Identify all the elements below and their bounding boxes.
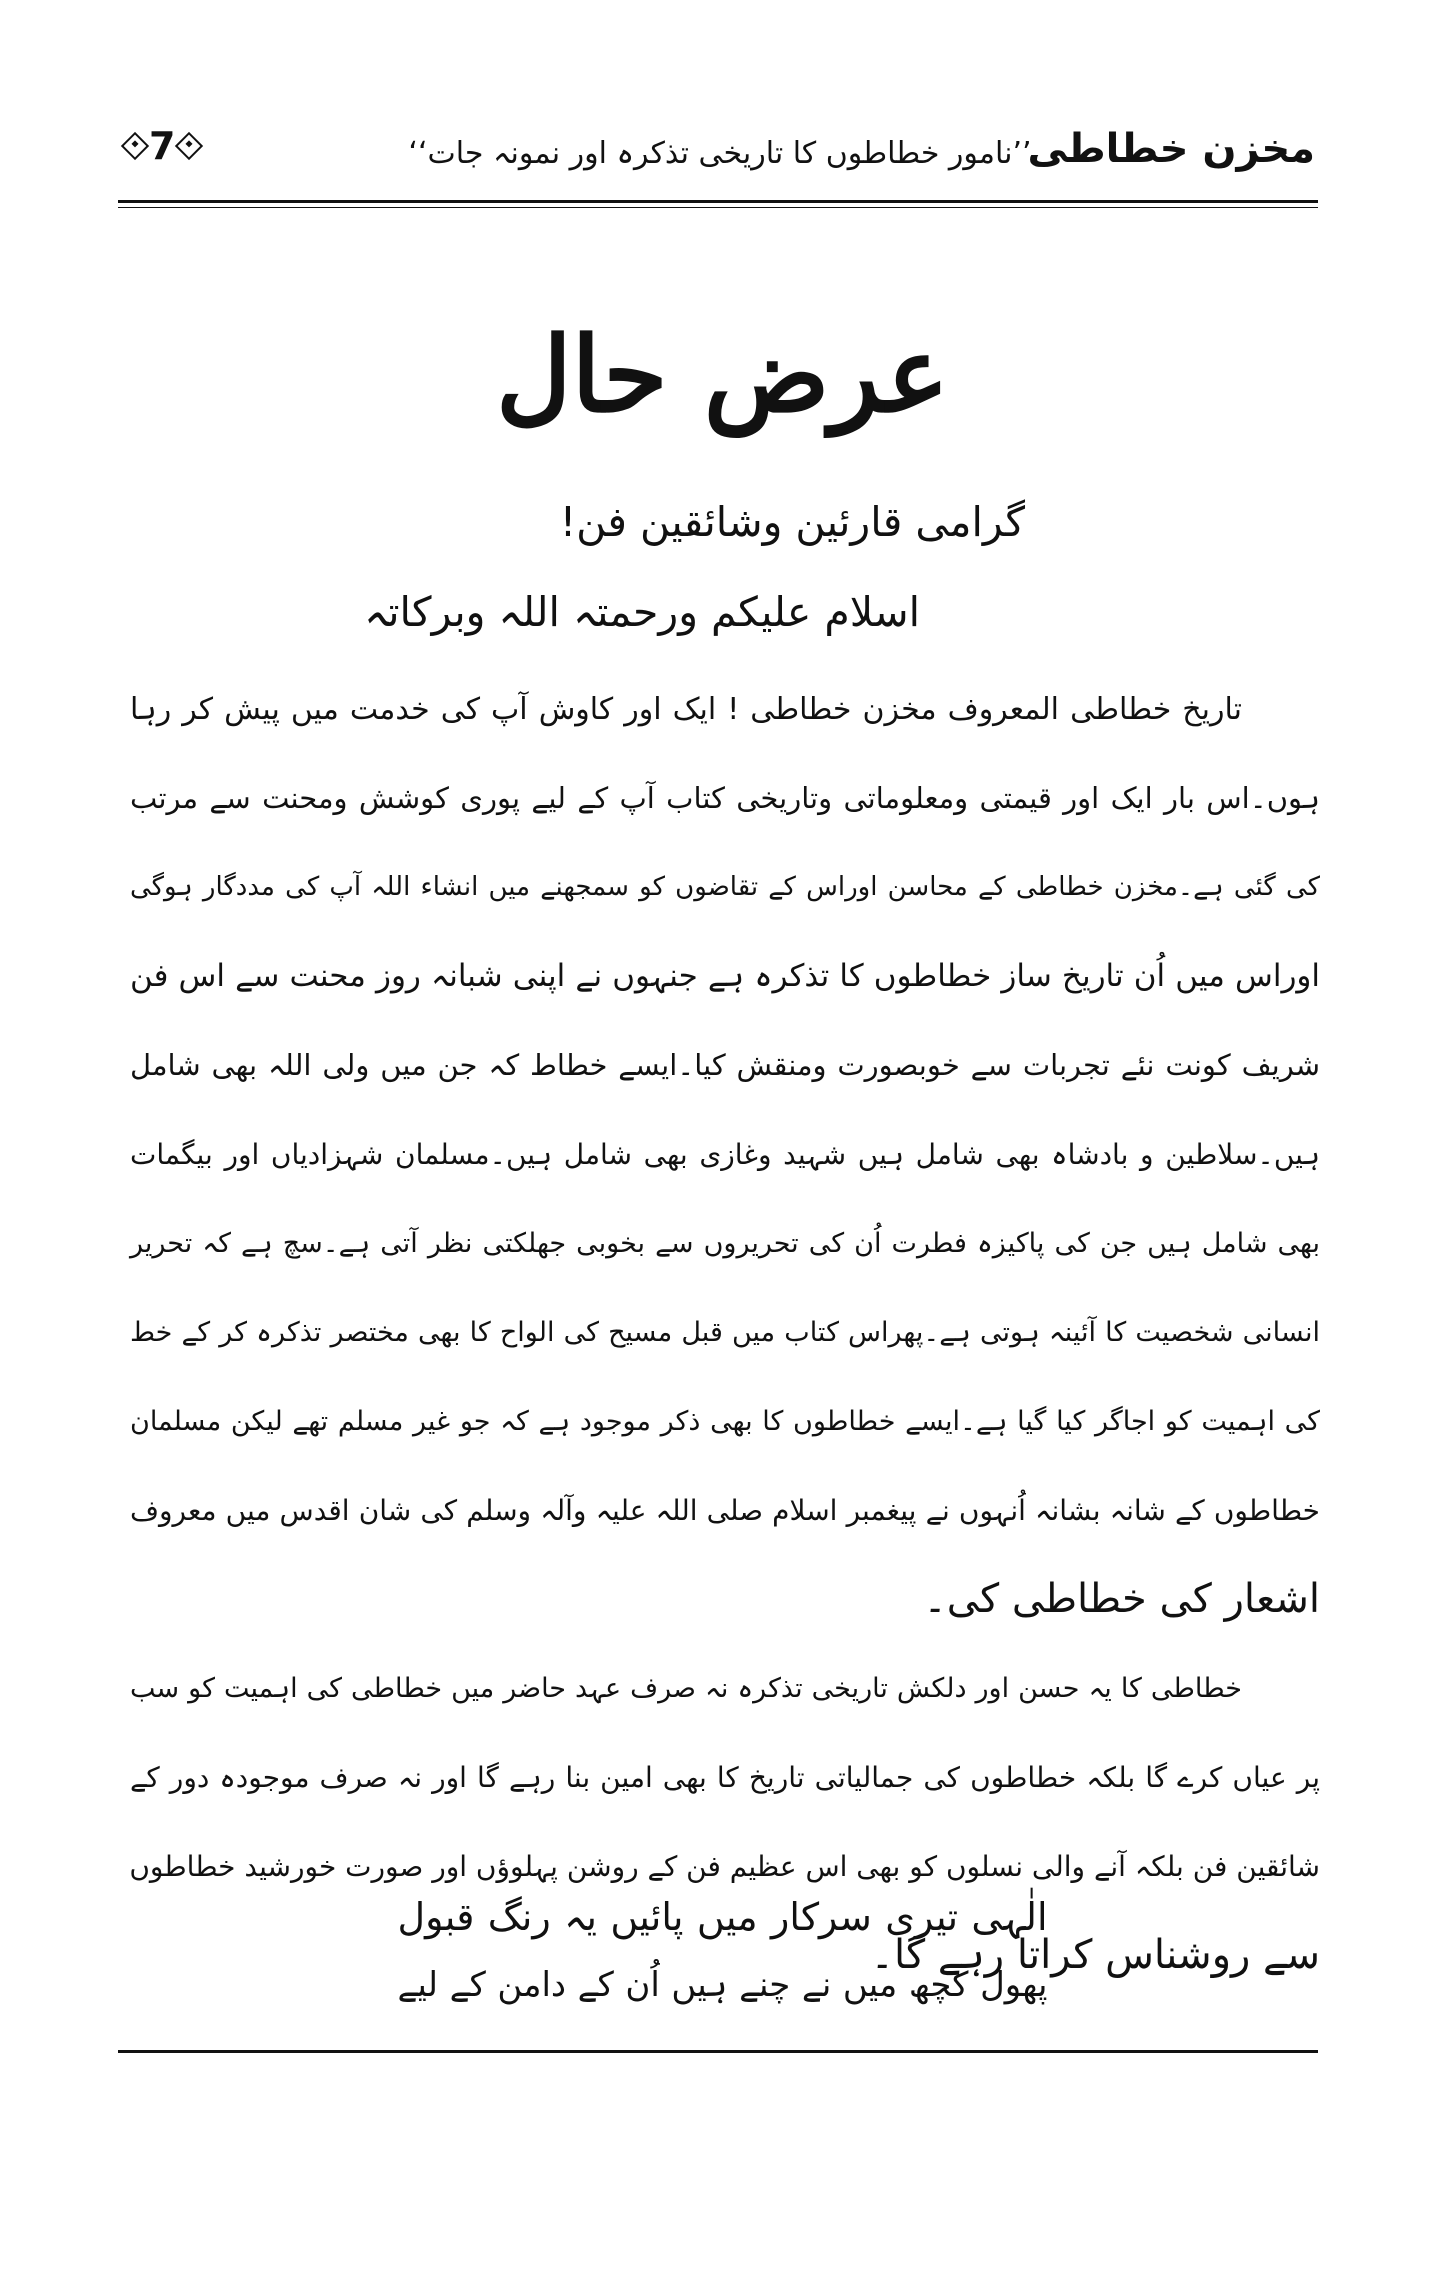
paragraph-1 [130,665,1320,1644]
ornament-left-icon [121,132,149,160]
page-number-group [125,124,199,168]
text-line: اشعار کی خطاطی کی۔ [923,1576,1320,1622]
text-line: خطاطوں کے شانہ بشانہ اُنہوں نے پیغمبر اسلام صلی اللہ علیہ وآلہ وسلم کی شان اقدس میں معروف [130,1494,1320,1527]
text-line: ہوں۔اس بار ایک اور قیمتی ومعلوماتی وتاریخی کتاب آپ کے لیے پوری کوشش ومحنت سے مرتب [130,781,1320,815]
footer-rule [118,2050,1318,2053]
body-text [130,665,1320,2000]
text-line: تاریخ خطاطی المعروف مخزن خطاطی ! ایک اور کاوش آپ کی خدمت میں پیش کر رہا [130,692,1242,727]
text-line: کی اہمیت کو اجاگر کیا گیا ہے۔ایسے خطاطوں کا بھی ذکر موجود ہے کہ جو غیر مسلم تھے لیکن مسلمان [130,1406,1320,1437]
greeting: اسلام علیکم ورحمتہ اللہ وبرکاتہ [364,588,920,636]
text-line: اوراس میں اُن تاریخ ساز خطاطوں کا تذکرہ ہے جنہوں نے اپنی شبانہ روز محنت سے اس فن [130,958,1320,994]
verse-line: پھول کچھ میں نے چنے ہیں اُن کے دامن کے لیے [397,1965,1048,2005]
running-head-subtitle: ’’نامور خطاطوں کا تاریخی تذکرہ اور نمونہ جات‘‘ [408,136,1032,171]
header-rule [118,200,1318,203]
text-line: بھی شامل ہیں جن کی پاکیزہ فطرت اُن کی تحریروں سے بخوبی جھلکتی نظر آتی ہے۔سچ ہے کہ تحریر [130,1228,1320,1259]
verse-line: الٰہی تیری سرکار میں پائیں یہ رنگ قبول [397,1895,1048,1939]
closing-verse [0,1883,1445,2019]
running-header [125,118,1315,198]
text-line: سے روشناس کراتا رہے گا۔ [870,1932,1320,1978]
text-line: انسانی شخصیت کا آئینہ ہوتی ہے۔پھراس کتاب میں قبل مسیح کی الواح کا بھی مختصر تذکرہ کر کے خط [130,1317,1320,1348]
text-line: شائقین فن بلکہ آنے والی نسلوں کو بھی اس عظیم فن کے روشن پہلوؤں اور صورت خورشید خطاطوں [129,1850,1320,1883]
text-line: شریف کونت نئے تجربات سے خوبصورت ومنقش کیا۔ایسے خطاط کہ جن میں ولی اللہ بھی شامل [130,1048,1320,1082]
text-line: کی گئی ہے۔مخزن خطاطی کے محاسن اوراس کے تقاضوں کو سمجھنے میں انشاء اللہ آپ کی مددگار ہوگی [130,872,1320,902]
page-number: 7 [149,124,176,168]
text-line: ہیں۔سلاطین و بادشاہ بھی شامل ہیں شہید وغازی بھی شامل ہیں۔مسلمان شہزادیاں اور بیگمات [130,1138,1320,1171]
book-title: مخزن خطاطی [1027,126,1315,172]
page-heading: عرض حال [496,313,949,436]
header-rule-thin [118,207,1318,208]
text-line: پر عیاں کرے گا بلکہ خطاطوں کی جمالیاتی تاریخ کا بھی امین بنا رہے گا اور نہ صرف موجودہ دور کے [130,1761,1320,1794]
ornament-right-icon [175,132,203,160]
text-line: خطاطی کا یہ حسن اور دلکش تاریخی تذکرہ نہ صرف عہد حاضر میں خطاطی کی اہمیت کو سب [130,1673,1242,1704]
salutation: گرامی قارئین وشائقین فن! [559,498,1025,546]
